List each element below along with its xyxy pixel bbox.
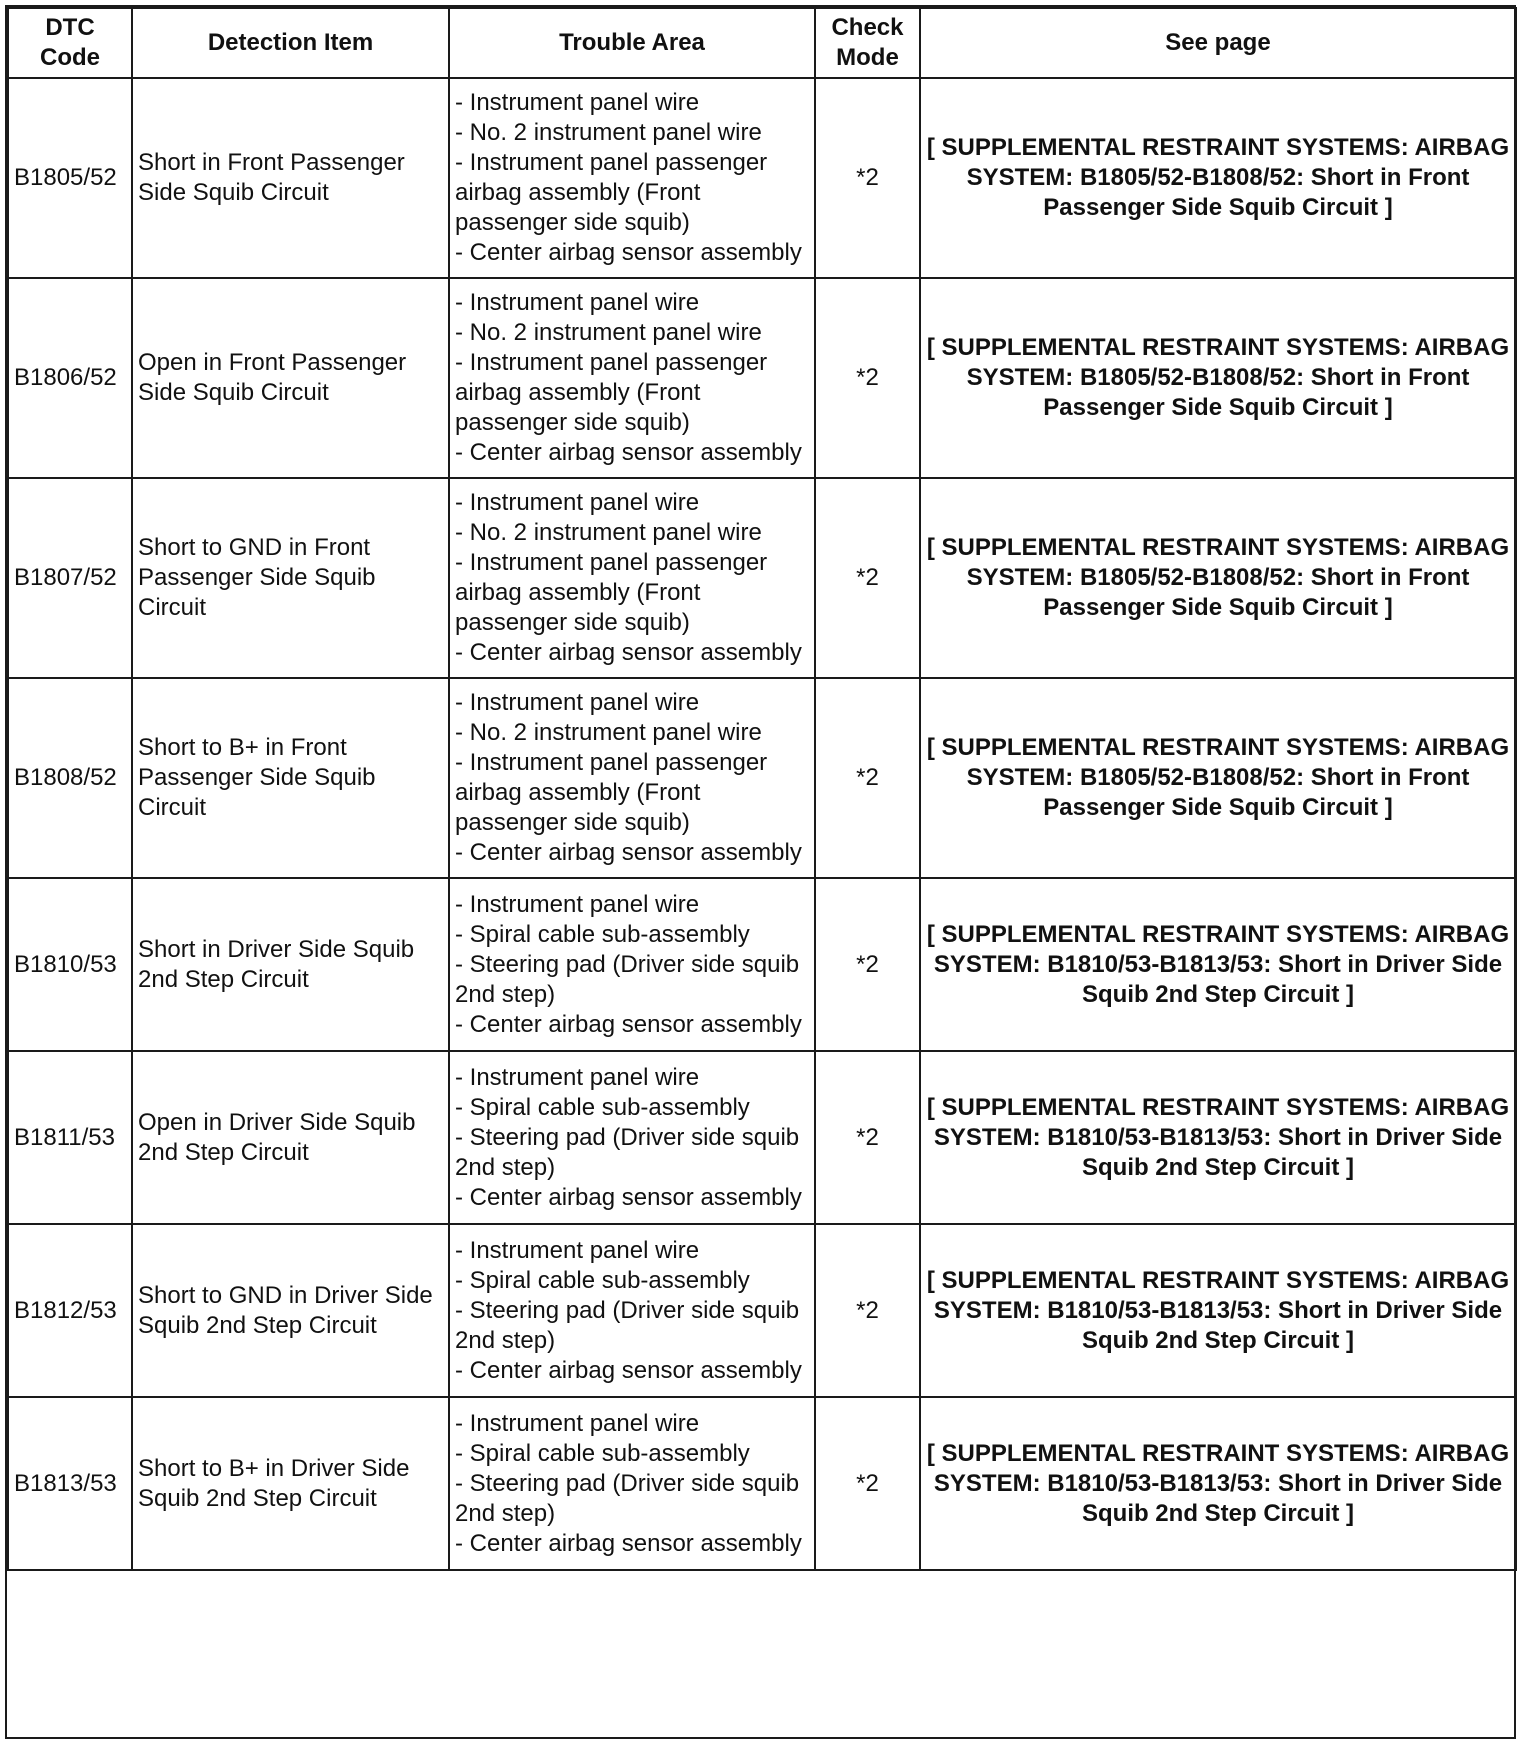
trouble-area-item: - No. 2 instrument panel wire [455,119,762,146]
dtc-code-cell: B1811/53 [8,1051,132,1224]
table-header [8,8,1516,78]
trouble-area-item: - Instrument panel passenger airbag assembly (Front passenger side squib) [455,749,768,836]
detection-item-cell: Open in Front Passenger Side Squib Circuit [132,278,449,478]
table-body [8,78,1516,1570]
trouble-area-cell [449,478,815,678]
trouble-area-cell [449,1224,815,1397]
trouble-area-item: - Instrument panel wire [455,489,700,516]
header-trouble-area: Trouble Area [449,8,815,78]
trouble-area-item: - Instrument panel passenger airbag assembly (Front passenger side squib) [455,149,768,236]
check-mode-cell: *2 [815,278,920,478]
see-page-link[interactable]: [ SUPPLEMENTAL RESTRAINT SYSTEMS: AIRBAG SYSTEM: B1810/53-B1813/53: Short in Driver Side Squib 2nd Step Circuit ] [920,1224,1516,1397]
header-detection-item: Detection Item [132,8,449,78]
trouble-area-item: - Steering pad (Driver side squib 2nd step) [455,950,800,1008]
see-page-link[interactable]: [ SUPPLEMENTAL RESTRAINT SYSTEMS: AIRBAG SYSTEM: B1810/53-B1813/53: Short in Driver Side Squib 2nd Step Circuit ] [920,1051,1516,1224]
check-mode-cell: *2 [815,1397,920,1570]
trouble-area-item: - Center airbag sensor assembly [455,1356,802,1384]
trouble-area-item: - Center airbag sensor assembly [455,239,802,266]
trouble-area-item: - Center airbag sensor assembly [455,1183,802,1211]
trouble-area-item: - Instrument panel wire [455,1236,700,1264]
table-row [8,78,1516,278]
detection-item-cell: Open in Driver Side Squib 2nd Step Circuit [132,1051,449,1224]
header-dtc-code: DTC Code [8,8,132,78]
see-page-link[interactable]: [ SUPPLEMENTAL RESTRAINT SYSTEMS: AIRBAG SYSTEM: B1805/52-B1808/52: Short in Front Passenger Side Squib Circuit ] [920,78,1516,278]
check-mode-cell: *2 [815,1051,920,1224]
see-page-link[interactable]: [ SUPPLEMENTAL RESTRAINT SYSTEMS: AIRBAG SYSTEM: B1805/52-B1808/52: Short in Front Passenger Side Squib Circuit ] [920,278,1516,478]
trouble-area-item: - Instrument panel wire [455,890,700,918]
dtc-table [7,7,1517,1571]
see-page-link[interactable]: [ SUPPLEMENTAL RESTRAINT SYSTEMS: AIRBAG SYSTEM: B1805/52-B1808/52: Short in Front Passenger Side Squib Circuit ] [920,478,1516,678]
trouble-area-item: - Instrument panel wire [455,1409,700,1437]
trouble-area-item: - Center airbag sensor assembly [455,639,802,666]
trouble-area-item: - Steering pad (Driver side squib 2nd step) [455,1469,800,1527]
trouble-area-item: - Center airbag sensor assembly [455,1529,802,1557]
dtc-code-cell: B1805/52 [8,78,132,278]
see-page-link[interactable]: [ SUPPLEMENTAL RESTRAINT SYSTEMS: AIRBAG SYSTEM: B1805/52-B1808/52: Short in Front Passenger Side Squib Circuit ] [920,678,1516,878]
table-row [8,478,1516,678]
dtc-code-cell: B1812/53 [8,1224,132,1397]
trouble-area-item: - Center airbag sensor assembly [455,1010,802,1038]
detection-item-cell: Short to B+ in Front Passenger Side Squib Circuit [132,678,449,878]
trouble-area-item: - Instrument panel passenger airbag assembly (Front passenger side squib) [455,349,768,436]
check-mode-cell: *2 [815,78,920,278]
trouble-area-item: - Center airbag sensor assembly [455,439,802,466]
trouble-area-item: - Steering pad (Driver side squib 2nd step) [455,1296,800,1354]
detection-item-cell: Short to B+ in Driver Side Squib 2nd Step Circuit [132,1397,449,1570]
trouble-area-item: - Instrument panel passenger airbag assembly (Front passenger side squib) [455,549,768,636]
dtc-code-cell: B1807/52 [8,478,132,678]
trouble-area-cell [449,678,815,878]
dtc-code-cell: B1806/52 [8,278,132,478]
trouble-area-cell [449,878,815,1051]
table-row [8,278,1516,478]
detection-item-cell: Short to GND in Front Passenger Side Squib Circuit [132,478,449,678]
trouble-area-cell [449,78,815,278]
trouble-area-item: - No. 2 instrument panel wire [455,519,762,546]
dtc-code-cell: B1810/53 [8,878,132,1051]
trouble-area-item: - Instrument panel wire [455,89,700,116]
detection-item-cell: Short to GND in Driver Side Squib 2nd Step Circuit [132,1224,449,1397]
see-page-link[interactable]: [ SUPPLEMENTAL RESTRAINT SYSTEMS: AIRBAG SYSTEM: B1810/53-B1813/53: Short in Driver Side Squib 2nd Step Circuit ] [920,1397,1516,1570]
trouble-area-item: - Instrument panel wire [455,289,700,316]
table-row [8,1051,1516,1224]
see-page-link[interactable]: [ SUPPLEMENTAL RESTRAINT SYSTEMS: AIRBAG SYSTEM: B1810/53-B1813/53: Short in Driver Side Squib 2nd Step Circuit ] [920,878,1516,1051]
dtc-code-cell: B1808/52 [8,678,132,878]
check-mode-cell: *2 [815,1224,920,1397]
trouble-area-item: - Spiral cable sub-assembly [455,1093,750,1121]
check-mode-cell: *2 [815,678,920,878]
trouble-area-item: - Instrument panel wire [455,689,700,716]
header-see-page: See page [920,8,1516,78]
header-row [8,8,1516,78]
table-row [8,1224,1516,1397]
trouble-area-item: - Spiral cable sub-assembly [455,1266,750,1294]
check-mode-cell: *2 [815,478,920,678]
header-check-mode: Check Mode [815,8,920,78]
trouble-area-cell [449,278,815,478]
detection-item-cell: Short in Front Passenger Side Squib Circuit [132,78,449,278]
trouble-area-cell [449,1397,815,1570]
table-row [8,878,1516,1051]
table-row [8,678,1516,878]
detection-item-cell: Short in Driver Side Squib 2nd Step Circuit [132,878,449,1051]
trouble-area-item: - Spiral cable sub-assembly [455,920,750,948]
trouble-area-item: - No. 2 instrument panel wire [455,719,762,746]
check-mode-cell: *2 [815,878,920,1051]
trouble-area-item: - No. 2 instrument panel wire [455,319,762,346]
trouble-area-item: - Spiral cable sub-assembly [455,1439,750,1467]
table-row [8,1397,1516,1570]
trouble-area-item: - Center airbag sensor assembly [455,839,802,866]
trouble-area-item: - Steering pad (Driver side squib 2nd step) [455,1123,800,1181]
dtc-code-cell: B1813/53 [8,1397,132,1570]
trouble-area-cell [449,1051,815,1224]
trouble-area-item: - Instrument panel wire [455,1063,700,1091]
